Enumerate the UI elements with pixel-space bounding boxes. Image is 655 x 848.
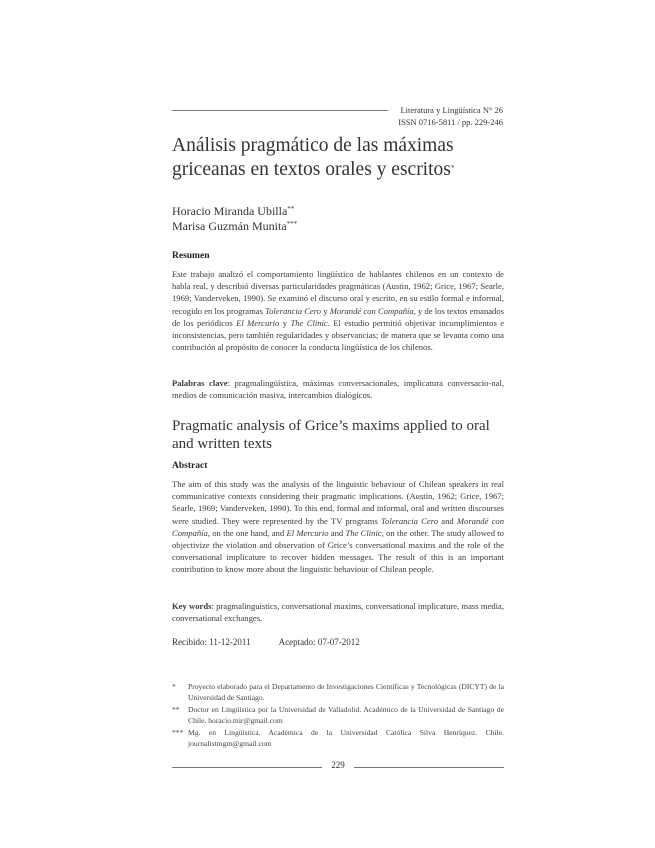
palabras-clave: Palabras clave: pragmalingüística, máximas conversacionales, implicatura conversacio-nal, medios de comunicación masiva, intercambios dialógicos.: [172, 378, 504, 401]
title-footnote-mark: *: [450, 164, 455, 172]
received-date: Recibido: 11-12-2011: [172, 637, 251, 647]
article-title: Análisis pragmático de las máximas griceanas en textos orales y escritos*: [172, 135, 455, 180]
footer-rule-right: [354, 767, 504, 768]
english-title: Pragmatic analysis of Grice’s maxims applied to oral and written texts: [172, 418, 490, 452]
palabras-clave-label: Palabras clave: [172, 378, 228, 388]
footnote: ** Doctor en Lingüística por la Universidad de Valladolid. Académico de la Universidad de Santiago de Chile. horacio.mir@gmail.com: [172, 705, 504, 725]
author-list: [172, 204, 297, 234]
abstract-heading: Abstract: [172, 461, 208, 471]
dates: [172, 637, 360, 647]
page-number: 229: [331, 760, 345, 770]
page-footer: [172, 760, 504, 772]
abstract-text: The aim of this study was the analysis of the linguistic behaviour of Chilean speakers in real communicative contexts considering their pragmatic implications. (Austin, 1962; Grice, 1967; Searle, 1969; Vanderveken, 1990). To this end, formal and informal, oral and written discourses were studied. They were represented by the TV programs Tolerancia Cero and Morandé con Compañía, on the one hand, and El Mercurio and The Clinic, on the other. The study allowed to objectivize the violation and observation of Grice’s conversational maxims and the role of the conversational implicature to recover hidden messages. The result of this is an important contribution to know more about the linguistic behaviour of Chilean people.: [172, 479, 504, 575]
footnote: * Proyecto elaborado para el Departamento de Investigaciones Científicas y Tecnológicas (DICYT) de la Universidad de Santiago.: [172, 682, 504, 702]
resumen-text: Este trabajo analizó el comportamiento lingüístico de hablantes chilenos en un contexto de habla real, y describió diversas particularidades pragmáticas (Austin, 1962; Grice, 1967; Searle, 1969; Vanderveken, 1990). Se examinó el discurso oral y escrito, en su estilo formal e informal, recogido en los programas Tolerancia Cero y Morandé con Compañía, y de los textos emanados de los periódicos El Mercurio y The Clinic. El estudio permitió objetivar incumplimientos e inconsistencias, pero también regularidades y observancias; de manera que se levanta como una contribución al propósito de conocer la conducta lingüística de los chilenos.: [172, 269, 505, 353]
header-rule: [172, 110, 388, 111]
journal-info: [398, 104, 503, 128]
journal-issn: ISSN 0716-5811 / pp. 229-246: [398, 117, 503, 127]
author-name: Marisa Guzmán Munita***: [172, 219, 298, 233]
keywords: Key words: pragmalinguistics, conversational maxims, conversational implicature, mass media, conversational exchanges.: [172, 601, 504, 624]
footnotes: [172, 682, 504, 752]
keywords-label: Key words: [172, 601, 212, 611]
author-name: Horacio Miranda Ubilla**: [172, 204, 295, 218]
resumen-heading: Resumen: [172, 251, 210, 261]
accepted-date: Aceptado: 07-07-2012: [278, 637, 360, 647]
journal-name: Literatura y Lingüística N° 26: [400, 105, 503, 115]
footnote: *** Mg. en Lingüística. Académica de la Universidad Católica Silva Henríquez. Chile. journalistmgm@gmail.com: [172, 728, 504, 748]
